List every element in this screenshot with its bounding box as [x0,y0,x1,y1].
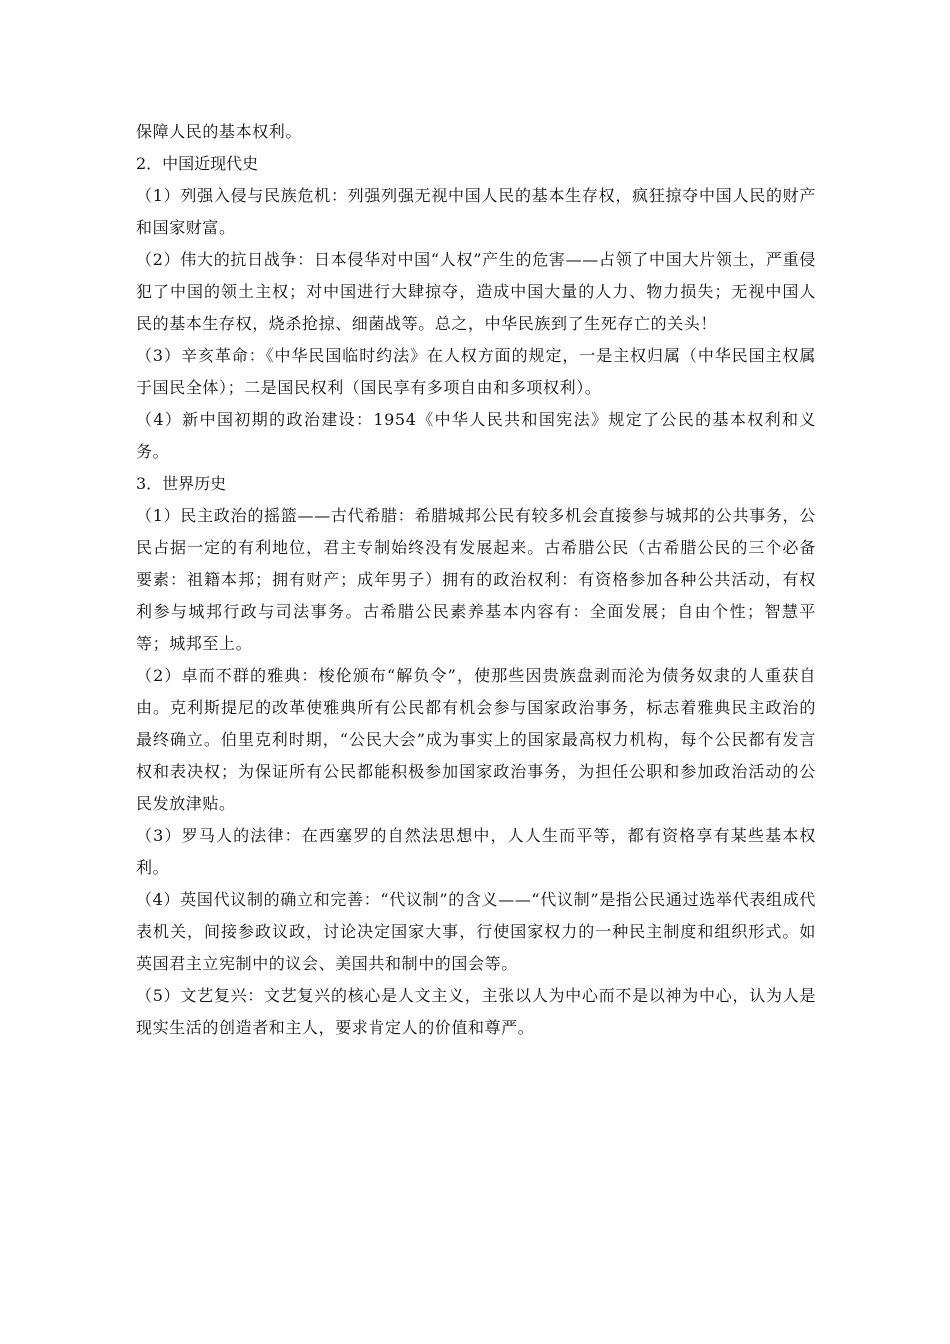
document-body [136,116,816,1044]
paragraph-xinhai-revolution: （3）辛亥革命：《中华民国临时约法》在人权方面的规定，一是主权归属（中华民国主权属于国民全体）；二是国民权利（国民享有多项自由和多项权利）。 [136,346,816,397]
section-heading-world-history: 3．世界历史 [136,474,227,493]
paragraph-renaissance: （5）文艺复兴：文艺复兴的核心是人文主义，主张以人为中心而不是以神为中心，认为人是现实生活的创造者和主人，要求肯定人的价值和尊严。 [136,986,816,1037]
paragraph-continuation: 保障人民的基本权利。 [136,122,303,141]
paragraph-new-china-politics: （4）新中国初期的政治建设：1954《中华人民共和国宪法》规定了公民的基本权利和义务。 [136,410,816,461]
paragraph-ancient-greece: （1）民主政治的摇篮——古代希腊：希腊城邦公民有较多机会直接参与城邦的公共事务，公民占据一定的有利地位，君主专制始终没有发展起来。古希腊公民（古希腊公民的三个必备要素：祖籍本邦；拥有财产；成年男子）拥有的政治权利：有资格参加各种公共活动，有权利参与城邦行政与司法事务。古希腊公民素养基本内容有：全面发展；自由个性；智慧平等；城邦至上。 [136,506,816,653]
paragraph-representative-system: （4）英国代议制的确立和完善：“代议制”的含义——“代议制”是指公民通过选举代表组成代表机关，间接参政议政，讨论决定国家大事，行使国家权力的一种民主制度和组织形式。如英国君主立宪制中的议会、美国共和制中的国会等。 [136,890,816,973]
paragraph-foreign-invasion: （1）列强入侵与民族危机：列强列强无视中国人民的基本生存权，疯狂掠夺中国人民的财产和国家财富。 [136,186,816,237]
paragraph-roman-law: （3）罗马人的法律：在西塞罗的自然法思想中，人人生而平等，都有资格享有某些基本权利。 [136,826,816,877]
paragraph-anti-japanese-war: （2）伟大的抗日战争：日本侵华对中国“人权”产生的危害——占领了中国大片领土，严重侵犯了中国的领土主权；对中国进行大肆掠夺，造成中国大量的人力、物力损失；无视中国人民的基本生存权，烧杀抢掠、细菌战等。总之，中华民族到了生死存亡的关头！ [136,250,816,333]
paragraph-athens: （2）卓而不群的雅典：梭伦颁布“解负令”，使那些因贵族盘剥而沦为债务奴隶的人重获自由。克利斯提尼的改革使雅典所有公民都有机会参与国家政治事务，标志着雅典民主政治的最终确立。伯里克利时期，“公民大会”成为事实上的国家最高权力机构，每个公民都有发言权和表决权；为保证所有公民都能积极参加国家政治事务，为担任公职和参加政治活动的公民发放津贴。 [136,666,816,813]
section-heading-modern-chinese-history: 2．中国近现代史 [136,154,259,173]
